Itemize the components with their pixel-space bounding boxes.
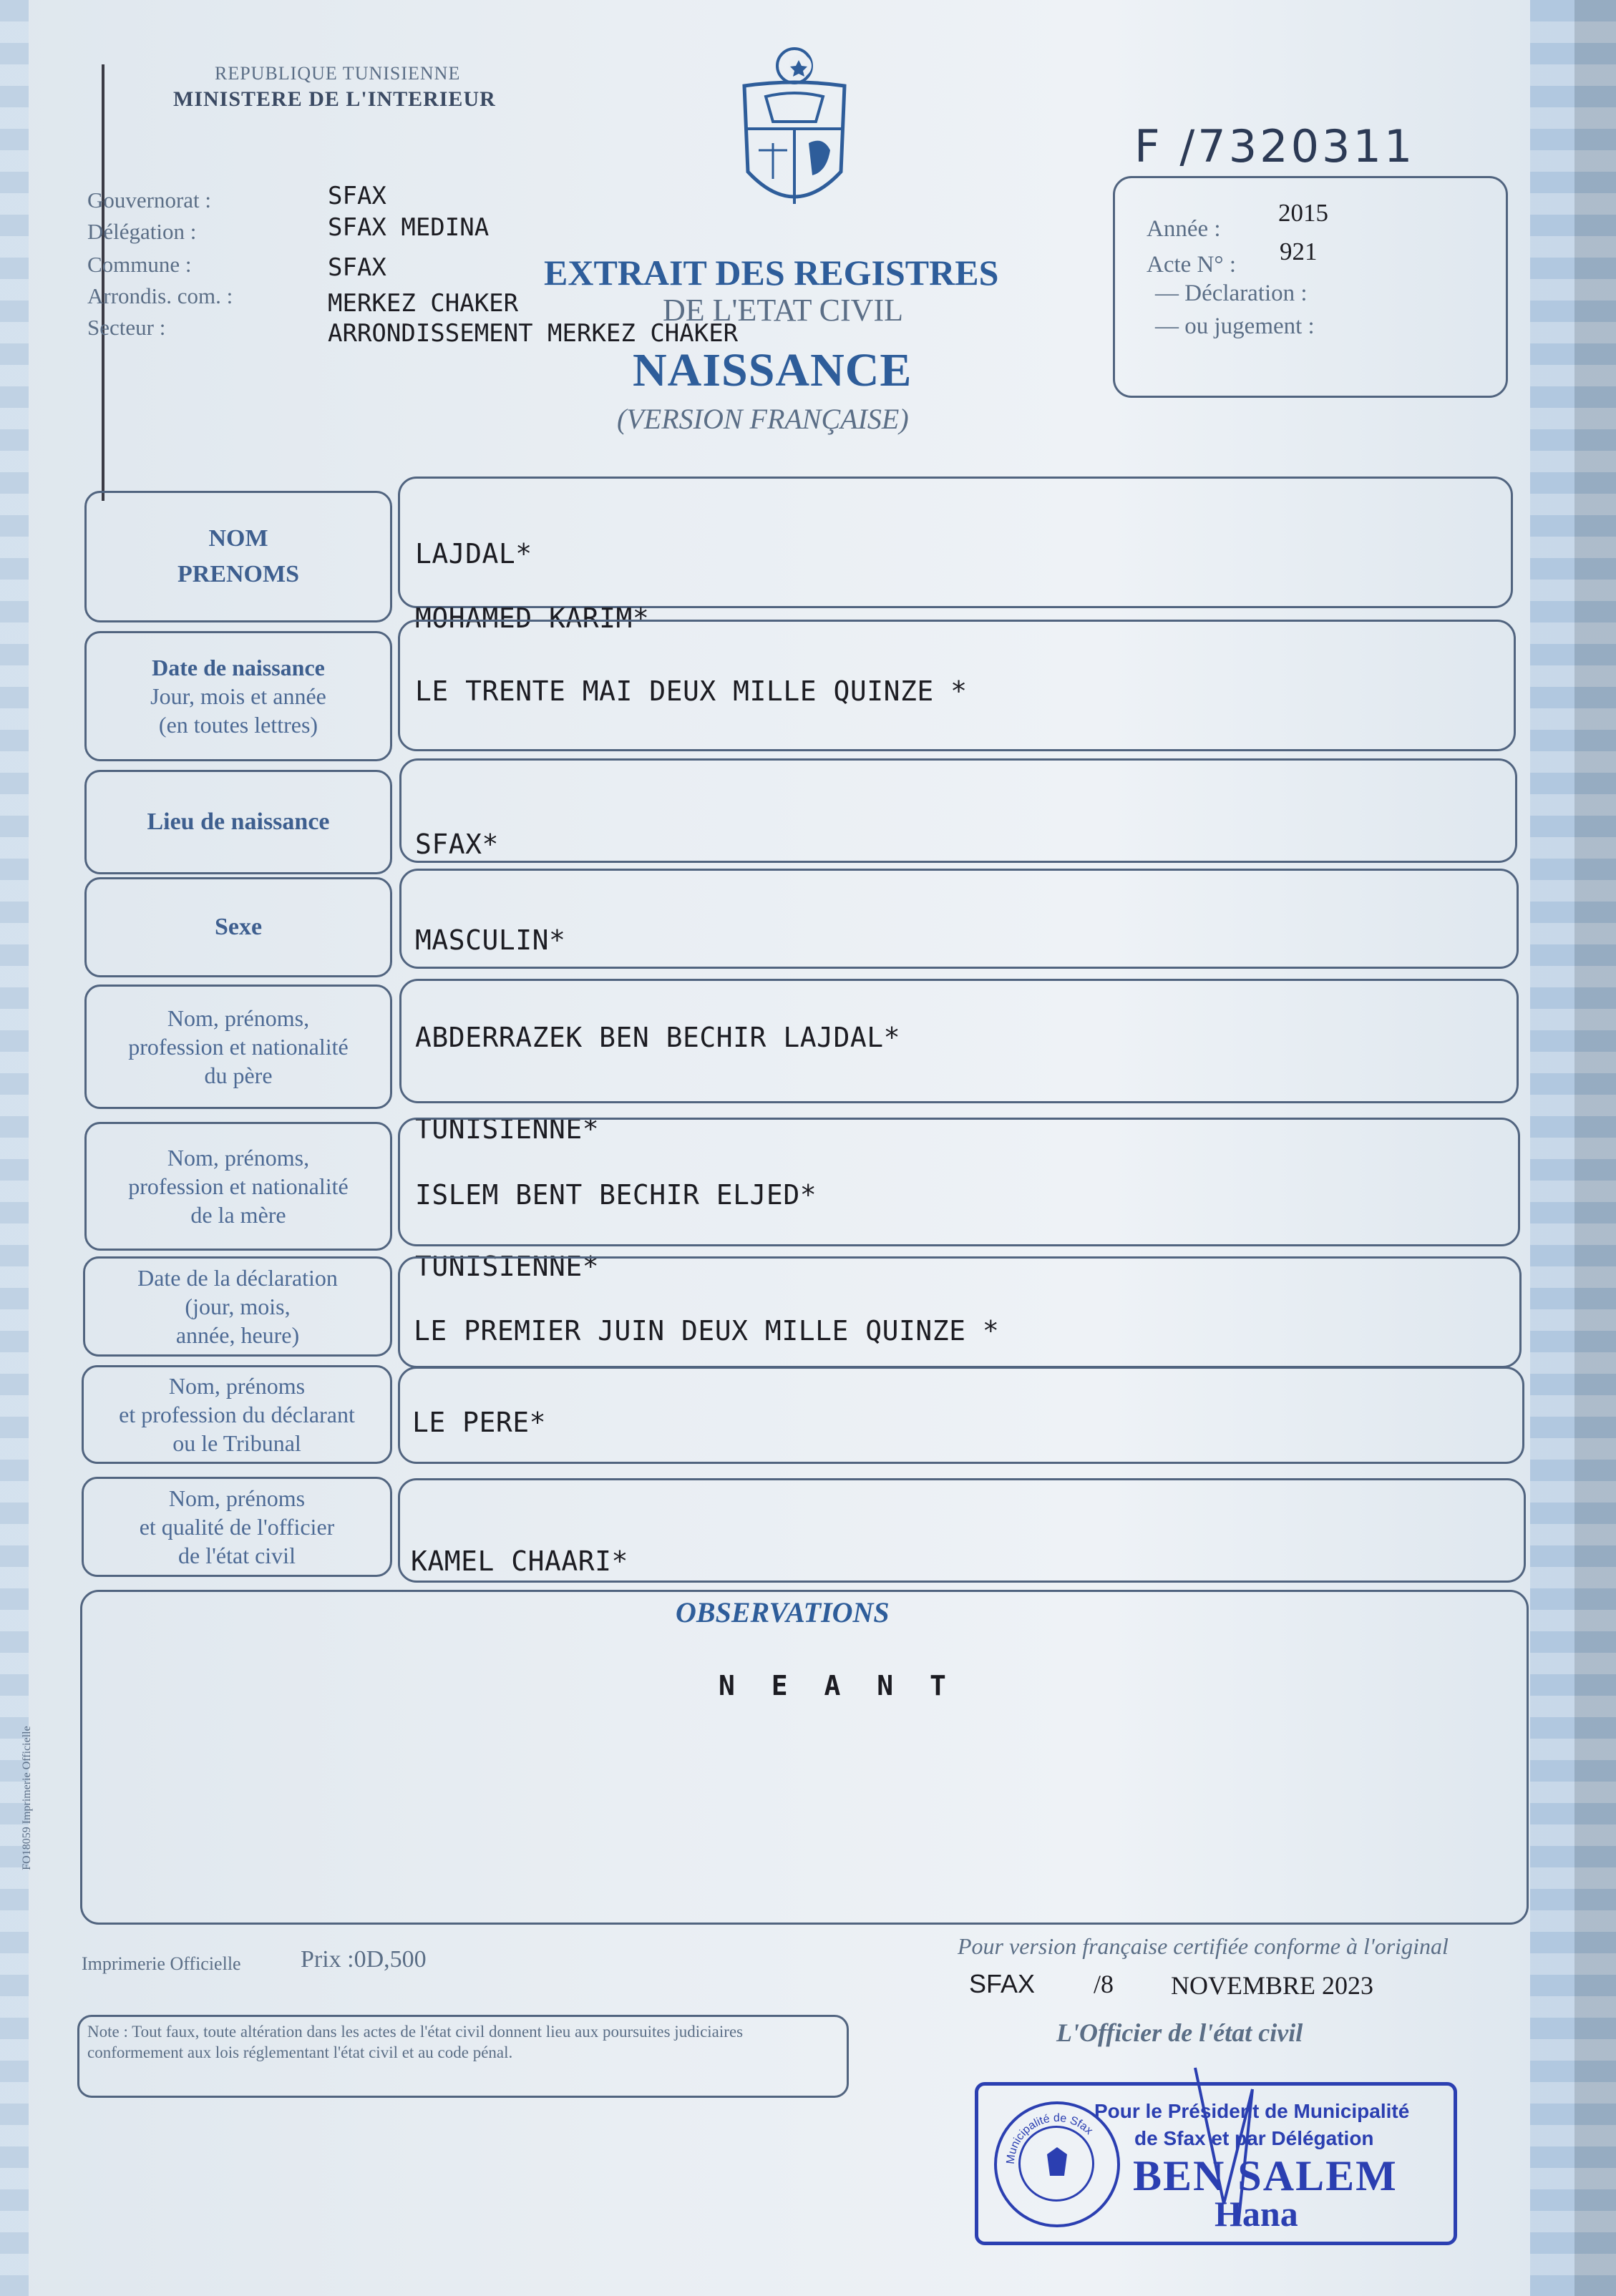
margin-rule (102, 64, 104, 501)
row-pere-name-value: ABDERRAZEK BEN BECHIR LAJDAL* (415, 1022, 900, 1053)
title-line1: EXTRAIT DES REGISTRES (544, 253, 999, 293)
row-date-naissance-value: LE TRENTE MAI DEUX MILLE QUINZE * (415, 675, 968, 707)
secteur-value: ARRONDISSEMENT MERKEZ CHAKER (328, 319, 739, 348)
row-nom-prenoms-label: NOM PRENOMS (84, 491, 392, 622)
row-date-declaration-value: LE PREMIER JUIN DEUX MILLE QUINZE * (414, 1315, 1000, 1347)
stamp-line1: Pour le Président de Municipalité (1094, 2100, 1410, 2122)
imprimerie-label: Imprimerie Officielle (82, 1953, 241, 1974)
row-lieu-naissance-box (399, 758, 1517, 863)
arrondis-label: Arrondis. com. : (87, 283, 233, 308)
observations-value: N E A N T (719, 1670, 956, 1701)
row-date-declaration-box (398, 1256, 1522, 1368)
row-officier-value: KAMEL CHAARI* (411, 1545, 628, 1577)
version-label: (VERSION FRANÇAISE) (617, 403, 909, 435)
signature-mark (1174, 2061, 1274, 2232)
observations-title: OBSERVATIONS (676, 1596, 890, 1628)
annee-value: 2015 (1278, 199, 1328, 227)
document-type-title: NAISSANCE (633, 344, 912, 396)
row-pere-nationality-value: TUNISIENNE* (415, 1113, 600, 1145)
row-officier-label: Nom, prénoms et qualité de l'officier de l'état civil (82, 1477, 392, 1577)
title-line2: DE L'ETAT CIVIL (663, 293, 903, 328)
row-declarant-value: LE PERE* (412, 1407, 547, 1438)
commune-value: SFAX (328, 253, 386, 282)
row-sexe-value: MASCULIN* (415, 924, 566, 956)
row-sexe-box (399, 869, 1519, 969)
svg-text:Municipalité de Sfax: Municipalité de Sfax (1004, 2111, 1095, 2165)
row-nom-prenoms-box (398, 477, 1513, 608)
margin-code: FO18059 Imprimerie Officielle (21, 1726, 33, 1870)
serial-number: F /7320311 (1134, 120, 1416, 172)
stamp-line2: de Sfax et par Délégation (1134, 2127, 1374, 2149)
right-guilloche-border (1530, 0, 1616, 2296)
delegation-label: Délégation : (87, 219, 197, 244)
gouvernorat-value: SFAX (328, 182, 386, 210)
annee-label: Année : (1147, 216, 1221, 242)
acte-label: Acte N° : (1147, 252, 1236, 278)
row-date-declaration-label: Date de la déclaration (jour, mois, année, heure) (83, 1256, 392, 1357)
coat-of-arms-icon (723, 43, 866, 236)
legal-note-text: Note : Tout faux, toute altération dans les actes de l'état civil donnent lieu aux poursuites judiciaires conformement aux lois réglementant l'état civil et au code pénal. (87, 2023, 744, 2061)
row-lieu-naissance-label: Lieu de naissance (84, 770, 392, 874)
left-guilloche-border (0, 0, 29, 2296)
ministry-label: MINISTERE DE L'INTERIEUR (173, 87, 496, 111)
row-date-naissance-label: Date de naissance Jour, mois et année (en toutes lettres) (84, 631, 392, 761)
commune-label: Commune : (87, 252, 192, 277)
issue-day: /8 (1094, 1970, 1114, 1998)
row-lieu-naissance-value: SFAX* (415, 829, 499, 860)
row-mere-label: Nom, prénoms, profession et nationalité de la mère (84, 1122, 392, 1251)
certification-text: Pour version française certifiée conforme à l'original (958, 1933, 1449, 1959)
stamp-first-name: Hana (1215, 2194, 1298, 2234)
row-mere-nationality-value: TUNISIENNE* (415, 1251, 600, 1282)
observations-box (80, 1590, 1529, 1925)
row-declarant-box (398, 1367, 1524, 1464)
row-sexe-label: Sexe (84, 877, 392, 977)
declaration-label: — Déclaration : (1155, 280, 1308, 306)
row-declarant-label: Nom, prénoms et profession du déclarant ou le Tribunal (82, 1365, 392, 1464)
republic-label: REPUBLIQUE TUNISIENNE (215, 63, 461, 84)
row-pere-label: Nom, prénoms, profession et nationalité du père (84, 985, 392, 1109)
gouvernorat-label: Gouvernorat : (87, 187, 212, 212)
row-mere-name-value: ISLEM BENT BECHIR ELJED* (415, 1179, 817, 1211)
issue-month-year: NOVEMBRE 2023 (1171, 1971, 1374, 2000)
officer-label: L'Officier de l'état civil (1056, 2018, 1303, 2047)
issue-city: SFAX (969, 1969, 1036, 1998)
row-prenoms-value: MOHAMED KARIM* (415, 602, 650, 634)
price-label: Prix :0D,500 (301, 1946, 427, 1973)
delegation-value: SFAX MEDINA (328, 213, 490, 242)
jugement-label: — ou jugement : (1155, 313, 1315, 339)
stamp-name: BEN SALEM (1133, 2152, 1398, 2199)
acte-value: 921 (1280, 238, 1318, 265)
row-nom-value: LAJDAL* (415, 538, 532, 570)
secteur-label: Secteur : (87, 315, 166, 340)
arrondis-value: MERKEZ CHAKER (328, 289, 519, 318)
